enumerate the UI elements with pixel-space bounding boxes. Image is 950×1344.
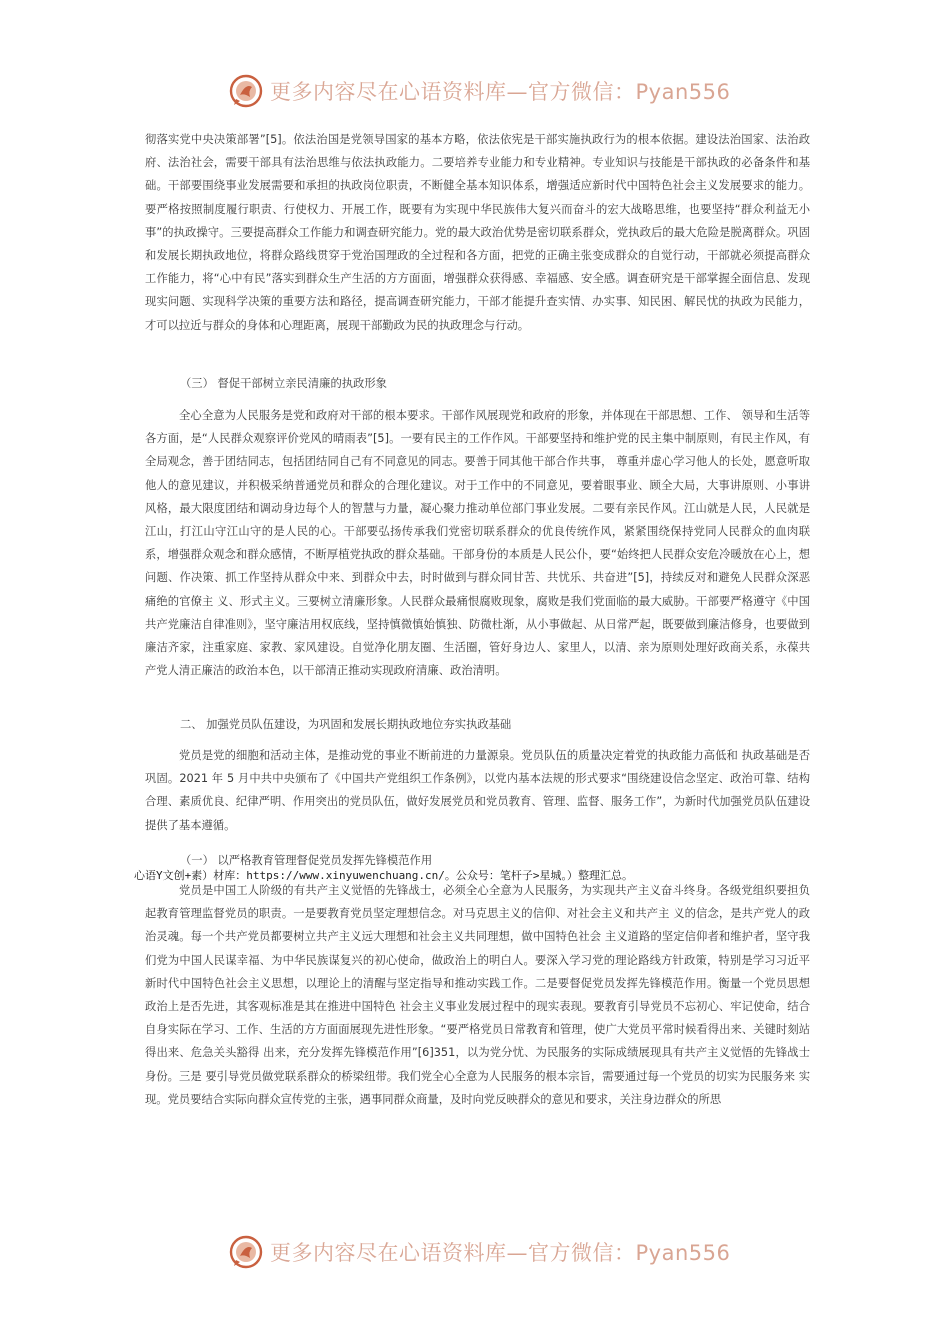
paragraph-3 — [145, 744, 810, 837]
section-heading-3: （三） 督促干部树立亲民清廉的执政形象 — [180, 377, 387, 390]
paragraph-text: 党员是中国工人阶级的有共产主义觉悟的先锋战士，必须全心全意为人民服务，为实现共产主义奋斗终身。各级党组织要担负起教育管理监督党员的职责。一是要教育党员坚定理想信念。对马克思主义的信仰、对社会主义和共产主 义的信念，是共产党人的政治灵魂。每一个共产党员都要树立共产主义远大理想和社会主义共同理想，做中国特色社会 主义道路的坚定信仰者和维护者，坚守我们党为中国人民谋幸福、为中华民族谋复兴的初心使命，做政治上的明白人。要深入学习党的理论路线方针政策，特别是学习习近平新时代中国特色社会主义思想，以理论上的清醒与坚定指导和推动实践工作。二是要督促党员发挥先锋模范作用。衡量一个党员思想政治上是否先进，其客观标准是其在推进中国特色 社会主义事业发展过程中的现实表现。要教育引导党员不忘初心、牢记使命，结合自身实际在学习、工作、生活的方方面面展现先进性形象。“要严格党员日常教育和管理，使广大党员平常时候看得出来、关键时刻站得出来、危急关头豁得 出来，充分发挥先锋模范作用”[6]351，以为党分忧、为民服务的实际成绩展现具有共产主义觉悟的先锋战士身份。三是 要引导党员做党联系群众的桥梁纽带。我们党全心全意为人民服务的根本宗旨，需要通过每一个党员的切实为民服务来 实现。党员要结合实际向群众宣传党的主张，遇事同群众商量，及时向党反映群众的意见和要求，关注身边群众的所思 — [145, 884, 810, 1106]
paragraph-text: 全心全意为人民服务是党和政府对干部的根本要求。干部作风展现党和政府的形象，并体现在干部思想、工作、 领导和生活等各方面，是“人民群众观察评价党风的晴雨表”[5]。一要有民主的工作作风。干部要坚持和维护党的民主集中制原则，有民主作风，有全局观念，善于团结同志，包括团结同自己有不同意见的同志。要善于同其他干部合作共事， 尊重并虚心学习他人的长处，愿意听取他人的意见建议，并积极采纳普通党员和群众的合理化建议。对于工作中的不同意见，要着眼事业、顾全大局，大事讲原则、小事讲风格，最大限度团结和调动身边每个人的智慧与力量，凝心聚力推动单位部门事业发展。二要有亲民作风。江山就是人民，人民就是江山，打江山守江山守的是人民的心。干部要弘扬传承我们党密切联系群众的优良传统作风，紧紧围绕保持党同人民群众的血肉联系，增强群众观念和群众感情，不断厚植党执政的群众基础。干部身份的本质是人民公仆，要“始终把人民群众安危冷暖放在心上，想问题、作决策、抓工作坚持从群众中来、到群众中去，时时做到与群众同甘苦、共忧乐、共奋进”[5]，持续反对和避免人民群众深恶痛绝的官僚主 义、形式主义。三要树立清廉形象。人民群众最痛恨腐败现象，腐败是我们党面临的最大威胁。干部要严格遵守《中国共产党廉洁自律准则》，坚守廉洁用权底线，坚持慎微慎始慎独、防微杜渐，从小事做起、从日常严起，既要做到廉洁修身，也要做到廉洁齐家，注重家庭、家教、家风建设。自觉净化朋友圈、生活圈，管好身边人、家里人，以清、亲为原则处理好政商关系，永葆共产党人清正廉洁的政治本色，以干部清正推动实现政府清廉、政治清明。 — [145, 409, 810, 678]
paragraph-text: 党员是党的细胞和活动主体，是推动党的事业不断前进的力量源泉。党员队伍的质量决定着党的执政能力高低和 执政基础是否巩固。2021 年 5 月中共中央颁布了《中国共产党组织工作条例》，以党内基本法规的形式要求“围绕建设信念坚定、政治可靠、结构合理、素质优良、纪律严明、作用突出的党员队伍，做好发展党员和党员教育、管理、监督、服务工作”，为新时代加强党员队伍建设提供了基本遵循。 — [145, 749, 810, 832]
paragraph-text: 彻落实党中央决策部署”[5]。依法治国是党领导国家的基本方略，依法依宪是干部实施执政行为的根本依据。建设法治国家、法治政府、法治社会，需要干部具有法治思维与依法执政能力。二要培养专业能力和专业精神。专业知识与技能是干部执政的必备条件和基础。干部要围绕事业发展需要和承担的执政岗位职责，不断健全基本知识体系，增强适应新时代中国特色社会主义发展要求的能力。要严格按照制度履行职责、行使权力、开展工作，既要有为实现中华民族伟大复兴而奋斗的宏大战略思维，也要坚持“群众利益无小事”的执政操守。三要提高群众工作能力和调查研究能力。党的最大政治优势是密切联系群众，党执政后的最大危险是脱离群众。巩固和发展长期执政地位，将群众路线贯穿于党治国理政的全过程和各方面，把党的正确主张变成群众的自觉行动，干部就必须提高群众工作能力，将“心中有民”落实到群众生产生活的方方面面，增强群众获得感、幸福感、安全感。调查研究是干部掌握全面信息、发现现实问题、实现科学决策的重要方法和路径，提高调查研究能力，干部才能提升查实情、办实事、知民困、解民忧的执政为民能力，才可以拉近与群众的身体和心理距离，展现干部勤政为民的执政理念与行动。 — [145, 133, 810, 332]
logo-icon — [228, 73, 264, 109]
paragraph-1 — [145, 128, 810, 337]
header-banner — [228, 68, 748, 114]
section-heading-2: 二、 加强党员队伍建设，为巩固和发展长期执政地位夯实执政基础 — [180, 718, 512, 731]
paragraph-2 — [145, 404, 810, 682]
banner-text: 更多内容尽在心语资料库—官方微信：Pyan556 — [270, 1241, 731, 1265]
banner-text: 更多内容尽在心语资料库—官方微信：Pyan556 — [270, 80, 731, 104]
paragraph-4 — [145, 879, 810, 1111]
footer-banner — [228, 1229, 748, 1275]
logo-icon — [228, 1234, 264, 1270]
source-note: 心语Y文创+素）材库：https://www.xinyuwenchuang.cn/。公众号：笔杆子>星城。）整理汇总。 — [134, 869, 634, 882]
subsection-heading-1: （一） 以严格教育管理督促党员发挥先锋模范作用 — [180, 854, 433, 867]
